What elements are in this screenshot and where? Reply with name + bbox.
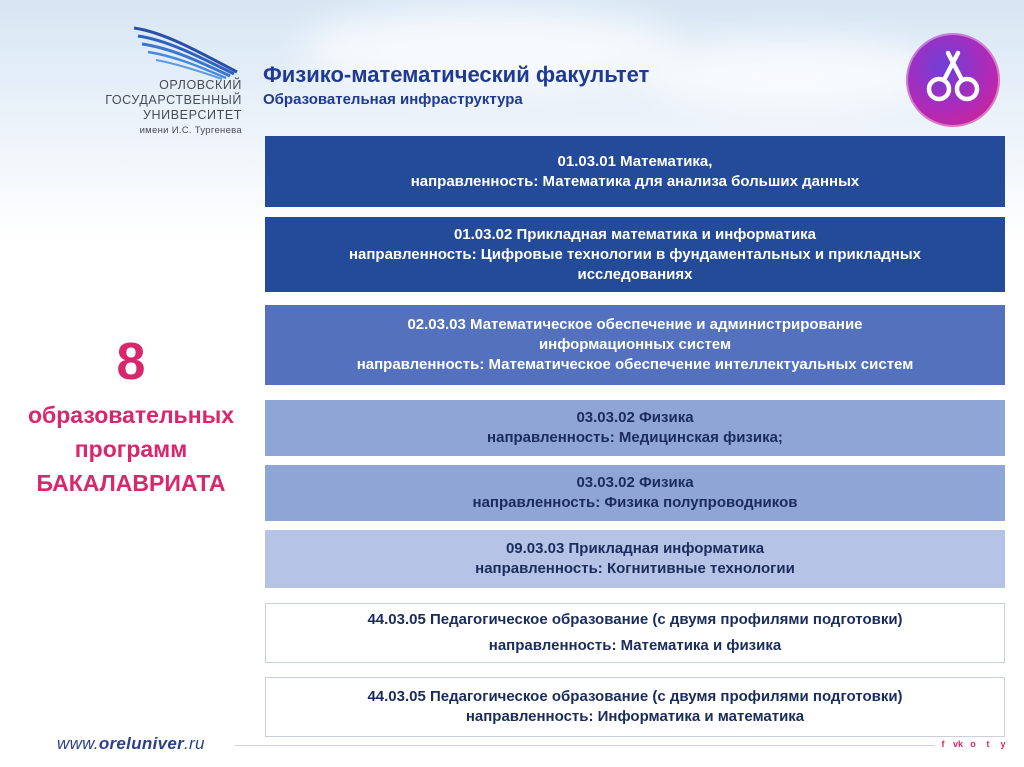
- program-line: 02.03.03 Математическое обеспечение и администрирование: [407, 316, 863, 333]
- page-subtitle: Образовательная инфраструктура: [263, 91, 523, 108]
- program-line: направленность: Математическое обеспечение интеллектуальных систем: [356, 356, 914, 373]
- program-card[interactable]: [265, 400, 1005, 456]
- social-links: [937, 738, 1009, 750]
- program-card[interactable]: [265, 603, 1005, 663]
- logo-line: имени И.С. Тургенева: [139, 125, 242, 136]
- program-card[interactable]: [265, 136, 1005, 207]
- twitter-icon[interactable]: t: [986, 739, 990, 749]
- program-line: исследованиях: [577, 265, 693, 283]
- program-line: направленность: Цифровые технологии в фундаментальных и прикладных: [348, 245, 922, 263]
- program-line: 01.03.01 Математика,: [557, 152, 713, 170]
- program-card[interactable]: [265, 465, 1005, 521]
- youtube-icon[interactable]: y: [1000, 739, 1006, 749]
- program-line: информационных систем: [538, 336, 732, 353]
- program-card[interactable]: [265, 677, 1005, 737]
- summary-line: образовательных: [27, 402, 235, 428]
- facebook-icon[interactable]: f: [941, 739, 945, 749]
- summary-line: БАКАЛАВРИАТА: [36, 470, 226, 496]
- scissors-icon: [906, 33, 1000, 127]
- university-logo: [72, 20, 252, 140]
- program-line: 01.03.02 Прикладная математика и информатика: [453, 225, 817, 243]
- program-line: направленность: Информатика и математика: [465, 708, 805, 725]
- program-line: направленность: Физика полупроводников: [472, 494, 798, 511]
- program-line: направленность: Медицинская физика;: [487, 429, 783, 446]
- page-title: Физико-математический факультет: [263, 62, 650, 87]
- logo-line: ГОСУДАРСТВЕННЫЙ: [105, 93, 242, 107]
- program-count-label: [0, 398, 262, 500]
- website-link[interactable]: [57, 734, 205, 754]
- program-line: 44.03.05 Педагогическое образование (с двумя профилями подготовки): [367, 688, 903, 705]
- university-name: [72, 78, 242, 138]
- program-line: направленность: Математика для анализа больших данных: [410, 172, 860, 190]
- program-line: направленность: Математика и физика: [488, 637, 782, 654]
- site-suffix: .ru: [184, 734, 205, 753]
- summary-line: программ: [74, 436, 188, 462]
- site-name: oreluniver: [98, 734, 185, 753]
- program-line: 03.03.02 Физика: [576, 409, 694, 426]
- program-line: 09.03.03 Прикладная информатика: [505, 540, 765, 557]
- instagram-icon[interactable]: o: [970, 739, 976, 749]
- program-card[interactable]: [265, 305, 1005, 385]
- logo-line: УНИВЕРСИТЕТ: [142, 108, 242, 122]
- logo-line: ОРЛОВСКИЙ: [159, 78, 242, 92]
- vk-icon[interactable]: vk: [952, 739, 963, 749]
- program-line: направленность: Когнитивные технологии: [475, 560, 795, 577]
- faculty-badge: [906, 33, 1000, 127]
- program-line: 03.03.02 Физика: [576, 474, 694, 491]
- program-count: 8: [116, 333, 146, 391]
- footer-divider: [235, 745, 935, 746]
- program-line: 44.03.05 Педагогическое образование (с двумя профилями подготовки): [367, 611, 903, 628]
- cloud-decoration: [640, 40, 940, 110]
- site-prefix: www.: [57, 734, 99, 753]
- program-card[interactable]: [265, 530, 1005, 588]
- program-card[interactable]: [265, 217, 1005, 292]
- wings-icon: [132, 20, 242, 80]
